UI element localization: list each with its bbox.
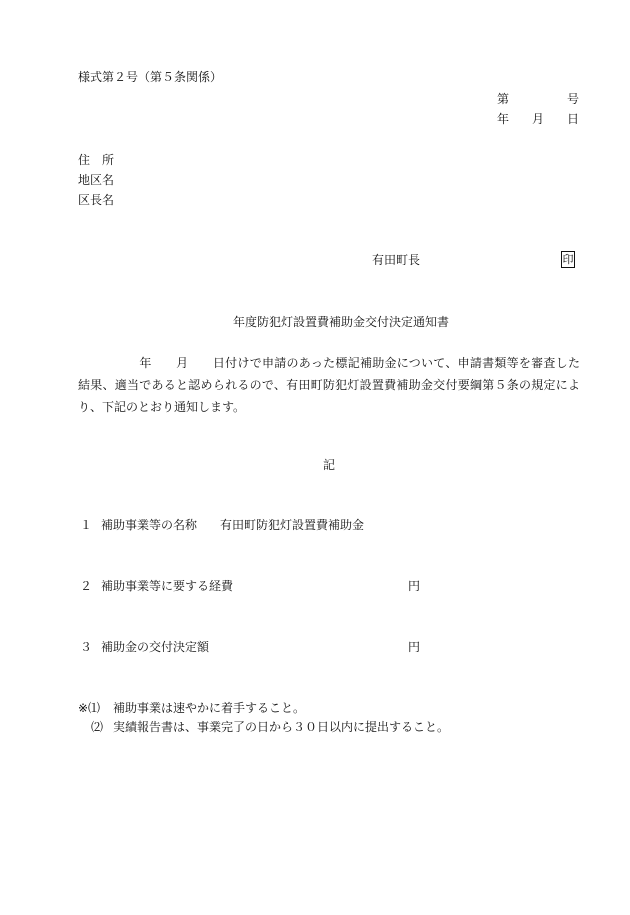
note-2-marker: ⑵ (91, 720, 104, 734)
recipient-address-label: 住 所 (78, 153, 115, 167)
item-2-label: 補助事業等に要する経費 (101, 579, 234, 593)
issuer-seal: 印 (562, 253, 574, 266)
recipient-district-label: 地区名 (78, 173, 115, 187)
item-1-value: 有田町防犯灯設置費補助金 (220, 518, 365, 532)
item-1-number: １ (80, 518, 93, 532)
item-2-unit: 円 (408, 579, 421, 593)
body-paragraph (78, 352, 580, 418)
body-gap-1 (152, 356, 177, 370)
note-2-text: 実績報告書は、事業完了の日から３０日以内に提出すること。 (113, 720, 450, 734)
doc-number-prefix: 第 (497, 92, 510, 106)
item-2-number: ２ (80, 579, 93, 593)
body-text: 日付けで申請のあった標記補助金について、申請書類等を審査した結果、適当であると認められるので、有田町防犯灯設置費補助金交付要綱第５条の規定により、下記のとおり通知します。 (78, 356, 580, 414)
date-month: 月 (532, 112, 545, 126)
item-1-label: 補助事業等の名称 (101, 518, 198, 532)
body-gap-2 (188, 356, 213, 370)
body-indent (78, 356, 139, 370)
date-year: 年 (497, 112, 510, 126)
issuer-title: 有田町長 (372, 253, 421, 267)
item-3-number: ３ (80, 640, 93, 654)
document-title: 年度防犯灯設置費補助金交付決定通知書 (233, 315, 450, 329)
date-day: 日 (567, 112, 580, 126)
note-1-marker: ※⑴ (78, 701, 101, 715)
body-year: 年 (139, 356, 152, 370)
item-3-unit: 円 (408, 640, 421, 654)
ki-heading: 記 (323, 458, 336, 472)
doc-number-suffix: 号 (567, 92, 580, 106)
recipient-head-label: 区長名 (78, 193, 115, 207)
body-month: 月 (176, 356, 189, 370)
note-1-text: 補助事業は速やかに着手すること。 (113, 701, 306, 715)
item-3-label: 補助金の交付決定額 (101, 640, 210, 654)
form-label: 様式第２号（第５条関係） (78, 70, 223, 84)
